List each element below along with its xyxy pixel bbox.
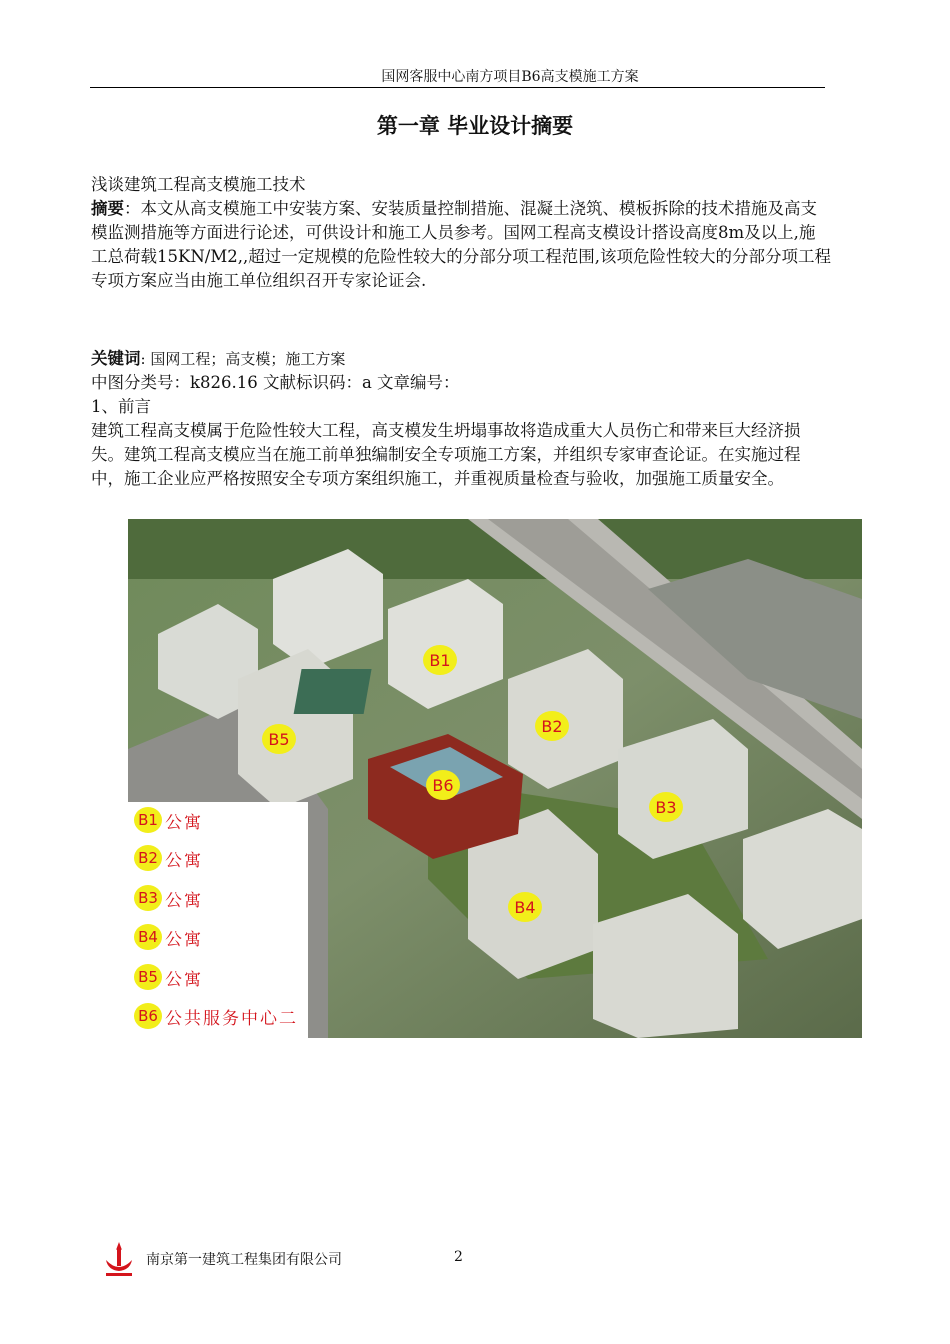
legend-item-b2 [134, 844, 203, 872]
classification: 中图分类号：k826.16 文献标识码：a 文章编号： [91, 373, 460, 392]
keywords-label: 关键词 [91, 349, 141, 368]
legend-item-b5 [134, 963, 203, 991]
keywords [91, 347, 831, 371]
subtitle: 浅谈建筑工程高支模施工技术 [91, 175, 306, 194]
legend-item-b1 [134, 806, 203, 834]
site-rendering-figure [128, 519, 862, 1038]
footer-company-name: 南京第一建筑工程集团有限公司 [146, 1252, 342, 1268]
legend-badge: B1 [134, 807, 162, 833]
legend-badge: B6 [134, 1003, 162, 1029]
abstract [91, 197, 831, 293]
legend-label: 公寓 [165, 929, 203, 950]
chapter-title: 第一章 毕业设计摘要 [376, 114, 574, 138]
building-badge-b4: B4 [508, 892, 542, 922]
legend-label: 公寓 [165, 890, 203, 911]
header-rule [90, 87, 825, 88]
legend-badge: B3 [134, 885, 162, 911]
abstract-block [91, 173, 831, 293]
legend-badge: B2 [134, 845, 162, 871]
keywords-text: : 国网工程；高支模；施工方案 [140, 350, 346, 368]
legend-label: 公寓 [165, 812, 203, 833]
building-badge-b3: B3 [649, 792, 683, 822]
figure-legend [128, 802, 308, 1038]
company-logo-icon [102, 1240, 136, 1278]
legend-label: 公共服务中心二 [165, 1008, 298, 1029]
building-badge-b1: B1 [423, 645, 457, 675]
abstract-text: ：本文从高支模施工中安装方案、安装质量控制措施、混凝土浇筑、模板拆除的技术措施及高支模监测措施等方面进行论述，可供设计和施工人员参考。国网工程高支模设计搭设高度8m及以上,施工总荷载15KN/M2,,超过一定规模的危险性较大的分部分项工程范围,该项危险性较大的分部分项工程专项方案应当由施工单位组织召开专家论证会. [91, 199, 831, 290]
building-badge-b2: B2 [535, 711, 569, 741]
page-number: 2 [454, 1249, 463, 1265]
section-heading: 1、前言 [91, 397, 151, 416]
legend-badge: B4 [134, 924, 162, 950]
header-title: 国网客服中心南方项目B6高支模施工方案 [381, 69, 639, 85]
building-badge-b5: B5 [262, 724, 296, 754]
legend-item-b3 [134, 884, 203, 912]
intro-text: 建筑工程高支模属于危险性较大工程，高支模发生坍塌事故将造成重大人员伤亡和带来巨大经济损失。建筑工程高支模应当在施工前单独编制安全专项施工方案，并组织专家审查论证。在实施过程中，施工企业应严格按照安全专项方案组织施工，并重视质量检查与验收，加强施工质量安全。 [91, 421, 801, 488]
legend-item-b4 [134, 923, 203, 951]
legend-badge: B5 [134, 964, 162, 990]
building-badge-b6: B6 [426, 770, 460, 800]
legend-label: 公寓 [165, 850, 203, 871]
abstract-label: 摘要 [91, 199, 124, 218]
legend-label: 公寓 [165, 969, 203, 990]
meta-block [91, 347, 831, 491]
legend-item-b6 [134, 1002, 298, 1030]
